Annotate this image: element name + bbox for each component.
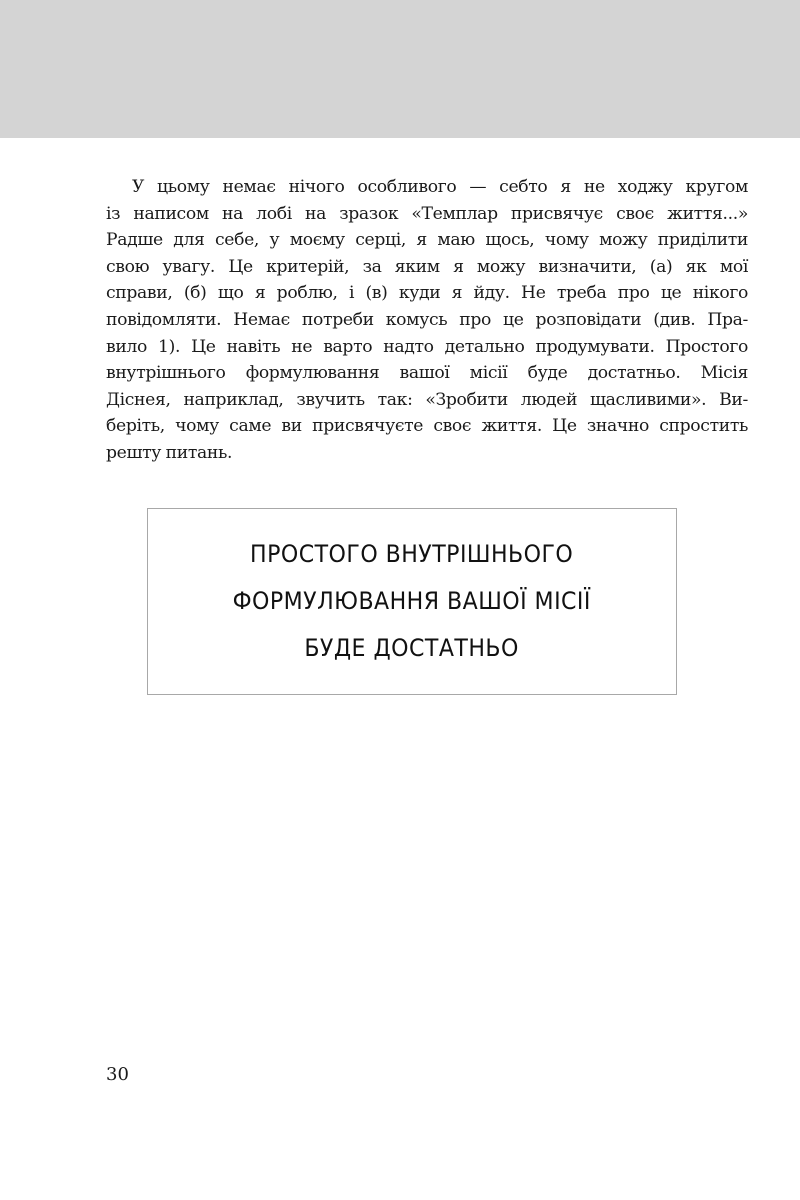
paragraph-line: свою увагу. Це критерій, за яким я можу визначити, (а) як мої	[106, 256, 748, 277]
paragraph-line: справи, (б) що я роблю, і (в) куди я йду. Не треба про це нікого	[106, 283, 748, 304]
paragraph-line: Діснея, наприклад, звучить так: «Зробити людей щасливими». Ви-	[106, 389, 748, 410]
pull-quote-line: БУДЕ ДОСТАТНЬО	[304, 634, 520, 662]
paragraph-line: внутрішнього формулювання вашої місії буде достатньо. Місія	[106, 363, 748, 384]
paragraph-line: У цьому немає нічого особливого — себто я не ходжу кругом	[132, 177, 748, 197]
body-paragraph	[106, 174, 748, 467]
page-number: 30	[106, 1064, 129, 1085]
paragraph-line: Радше для себе, у моєму серці, я маю щось, чому можу приділити	[106, 230, 748, 251]
pull-quote-line: ПРОСТОГО ВНУТРІШНЬОГО	[250, 540, 574, 568]
pull-quote-box	[147, 508, 677, 695]
paragraph-line: вило 1). Це навіть не варто надто детально продумувати. Простого	[106, 336, 748, 357]
paragraph-line: решту питань.	[106, 442, 233, 463]
page-header-band	[0, 0, 800, 138]
paragraph-line: беріть, чому саме ви присвячуєте своє життя. Це значно спростить	[106, 416, 748, 437]
paragraph-line: із написом на лобі на зразок «Темплар присвячує своє життя...»	[106, 203, 748, 224]
paragraph-line: повідомляти. Немає потреби комусь про це розповідати (див. Пра-	[106, 309, 748, 330]
pull-quote-line: ФОРМУЛЮВАННЯ ВАШОЇ МІСІЇ	[232, 587, 592, 615]
